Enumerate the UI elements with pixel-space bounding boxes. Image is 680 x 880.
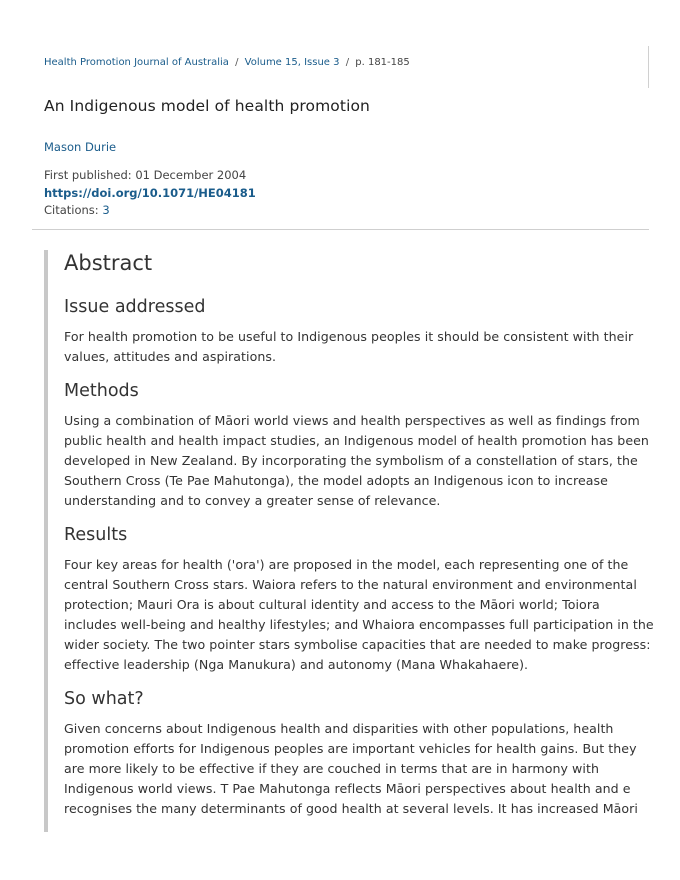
breadcrumb-separator: /: [235, 57, 239, 68]
article-title: An Indigenous model of health promotion: [44, 97, 370, 115]
first-published-label: First published:: [44, 168, 132, 182]
first-published: [44, 167, 256, 185]
so-what-heading: So what?: [64, 689, 144, 709]
scrollbar-track[interactable]: [648, 46, 649, 88]
issue-addressed-heading: Issue addressed: [64, 297, 206, 317]
breadcrumb-separator: /: [345, 57, 350, 68]
issue-addressed-text: For health promotion to be useful to Indigenous peoples it should be consistent with their values, attitudes and aspirations.: [64, 329, 634, 364]
so-what-text: Given concerns about Indigenous health and disparities with other populations, health promotion efforts for Indigenous peoples are important vehicles for health gains. But they are more likely to be effective if they are couched in terms that are in harmony with Indigenous world views. T Pae Mahutonga reflects Māori perspectives about health and e recognises the many determinants of good health at several levels. It has increased Māori: [64, 721, 638, 816]
methods-text: Using a combination of Māori world views and health perspectives as well as findings from public health and health impact studies, an Indigenous model of health promotion has been developed in New Zealand. By incorporating the symbolism of a constellation of stars, the Southern Cross (Te Pae Mahutonga), the model adopts an Indigenous icon to increase understanding and to convey a greater sense of relevance.: [64, 413, 649, 508]
citations: [44, 202, 256, 220]
doi-link[interactable]: https://doi.org/10.1071/HE04181: [44, 185, 256, 200]
issue-link[interactable]: Volume 15, Issue 3: [244, 57, 340, 68]
results-heading: Results: [64, 525, 128, 545]
breadcrumb: [44, 57, 410, 68]
first-published-date: 01 December 2004: [135, 168, 247, 182]
citations-label: Citations:: [44, 203, 99, 217]
abstract-heading: Abstract: [64, 251, 153, 275]
methods-heading: Methods: [64, 381, 139, 401]
author-link[interactable]: Mason Durie: [44, 140, 117, 154]
results-text: Four key areas for health ('ora') are proposed in the model, each representing one of the central Southern Cross stars. Waiora refers to the natural environment and environmental protection; Mauri Ora is about cultural identity and access to the Māori world; Toiora includes well-being and healthy lifestyles; and Whaiora encompasses full participation in the wider society. The two pointer stars symbolise capacities that are needed to make progress: effective leadership (Nga Manukura) and autonomy (Mana Whakahaere).: [64, 557, 654, 672]
journal-link[interactable]: Health Promotion Journal of Australia: [44, 57, 229, 68]
article-meta: [44, 167, 256, 220]
abstract-section: [44, 250, 654, 832]
page-range: p. 181-185: [355, 57, 410, 68]
section-divider: [32, 229, 649, 230]
citations-count-link[interactable]: 3: [102, 203, 110, 217]
